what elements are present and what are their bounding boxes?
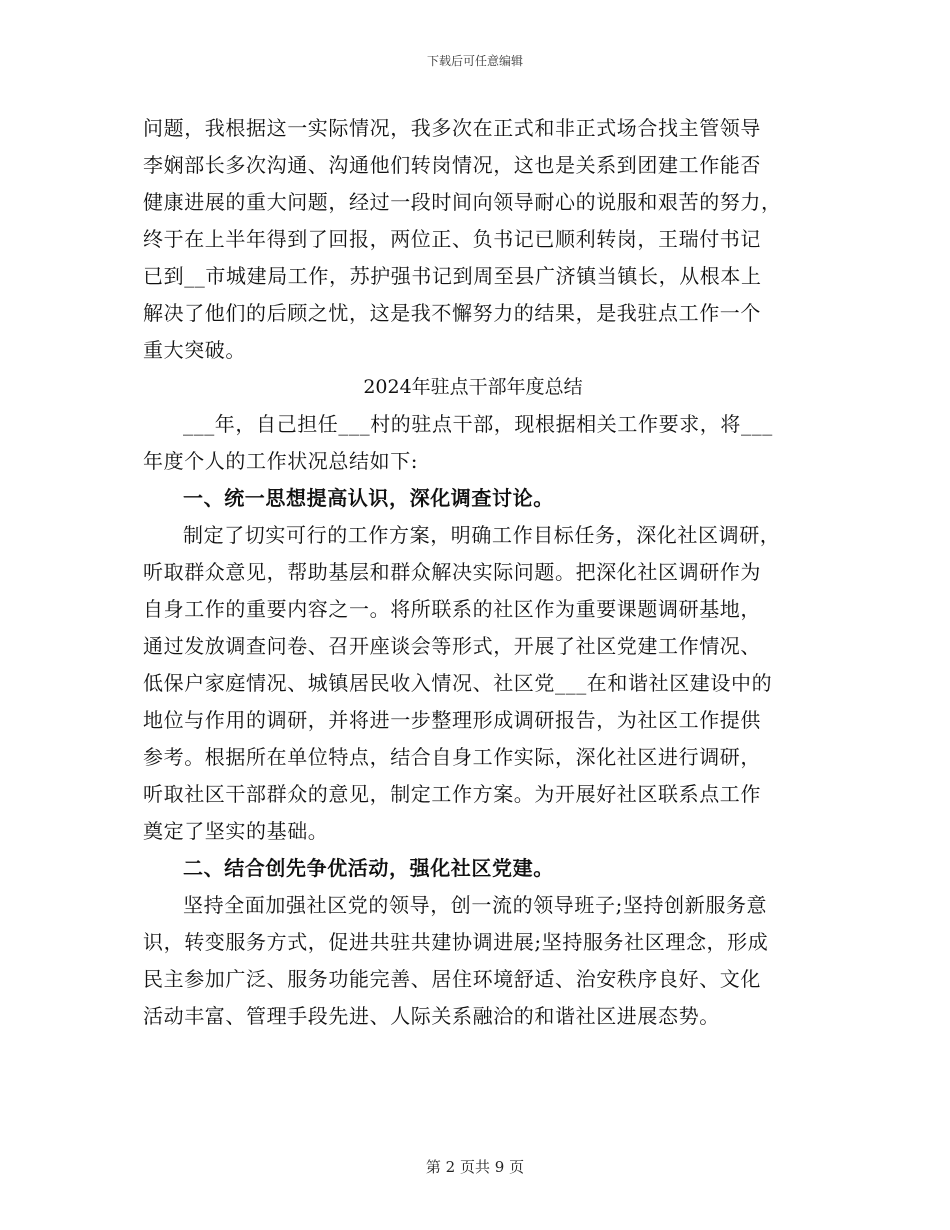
body-line: 终于在上半年得到了回报，两位正、负书记已顺利转岗，王瑞付书记 — [143, 227, 761, 251]
body-line: 李娴部长多次沟通、沟通他们转岗情况，这也是关系到团建工作能否 — [143, 153, 761, 177]
body-line: 自身工作的重要内容之一。将所联系的社区作为重要课题调研基地， — [143, 597, 761, 621]
body-line: 活动丰富、管理手段先进、人际关系融洽的和谐社区进展态势。 — [143, 1004, 720, 1028]
body-line: 听取群众意见，帮助基层和群众解决实际问题。把深化社区调研作为 — [143, 560, 761, 584]
body-line: 低保户家庭情况、城镇居民收入情况、社区党___在和谐社区建设中的 — [143, 671, 773, 695]
body-line: 识，转变服务方式，促进共驻共建协调进展;坚持服务社区理念，形成 — [143, 930, 769, 954]
body-line: 坚持全面加强社区党的领导，创一流的领导班子;坚持创新服务意 — [183, 893, 768, 917]
section-heading: 一、统一思想提高认识，深化调查讨论。 — [183, 486, 554, 510]
section-heading: 二、结合创先争优活动，强化社区党建。 — [183, 856, 554, 880]
page-header: 下载后可任意编辑 — [426, 54, 523, 68]
page-number: 第 2 页共 9 页 — [425, 1158, 525, 1176]
body-line: 重大突破。 — [143, 338, 246, 362]
body-line: 奠定了坚实的基础。 — [143, 819, 329, 843]
document-body — [143, 110, 803, 1035]
body-line: 通过发放调查问卷、召开座谈会等形式，开展了社区党建工作情况、 — [143, 634, 761, 658]
body-line: 制定了切实可行的工作方案，明确工作目标任务，深化社区调研， — [183, 523, 781, 547]
body-line: 健康进展的重大问题，经过一段时间向领导耐心的说服和艰苦的努力， — [143, 190, 782, 214]
body-line: 问题，我根据这一实际情况，我多次在正式和非正式场合找主管领导 — [143, 116, 761, 140]
document-title: 2024年驻点干部年度总结 — [363, 376, 583, 398]
body-line: ___年，自己担任___村的驻点干部，现根据相关工作要求，将___ — [183, 412, 773, 436]
body-line: 已到__市城建局工作，苏护强书记到周至县广济镇当镇长，从根本上 — [143, 264, 762, 288]
body-line: 听取社区干部群众的意见，制定工作方案。为开展好社区联系点工作 — [143, 782, 761, 806]
body-line: 年度个人的工作状况总结如下: — [143, 449, 419, 473]
body-line: 民主参加广泛、服务功能完善、居住环境舒适、治安秩序良好、文化 — [143, 967, 761, 991]
body-line: 参考。根据所在单位特点，结合自身工作实际，深化社区进行调研， — [143, 745, 761, 769]
body-line: 地位与作用的调研，并将进一步整理形成调研报告，为社区工作提供 — [143, 708, 761, 732]
body-line: 解决了他们的后顾之忧，这是我不懈努力的结果，是我驻点工作一个 — [143, 301, 761, 325]
